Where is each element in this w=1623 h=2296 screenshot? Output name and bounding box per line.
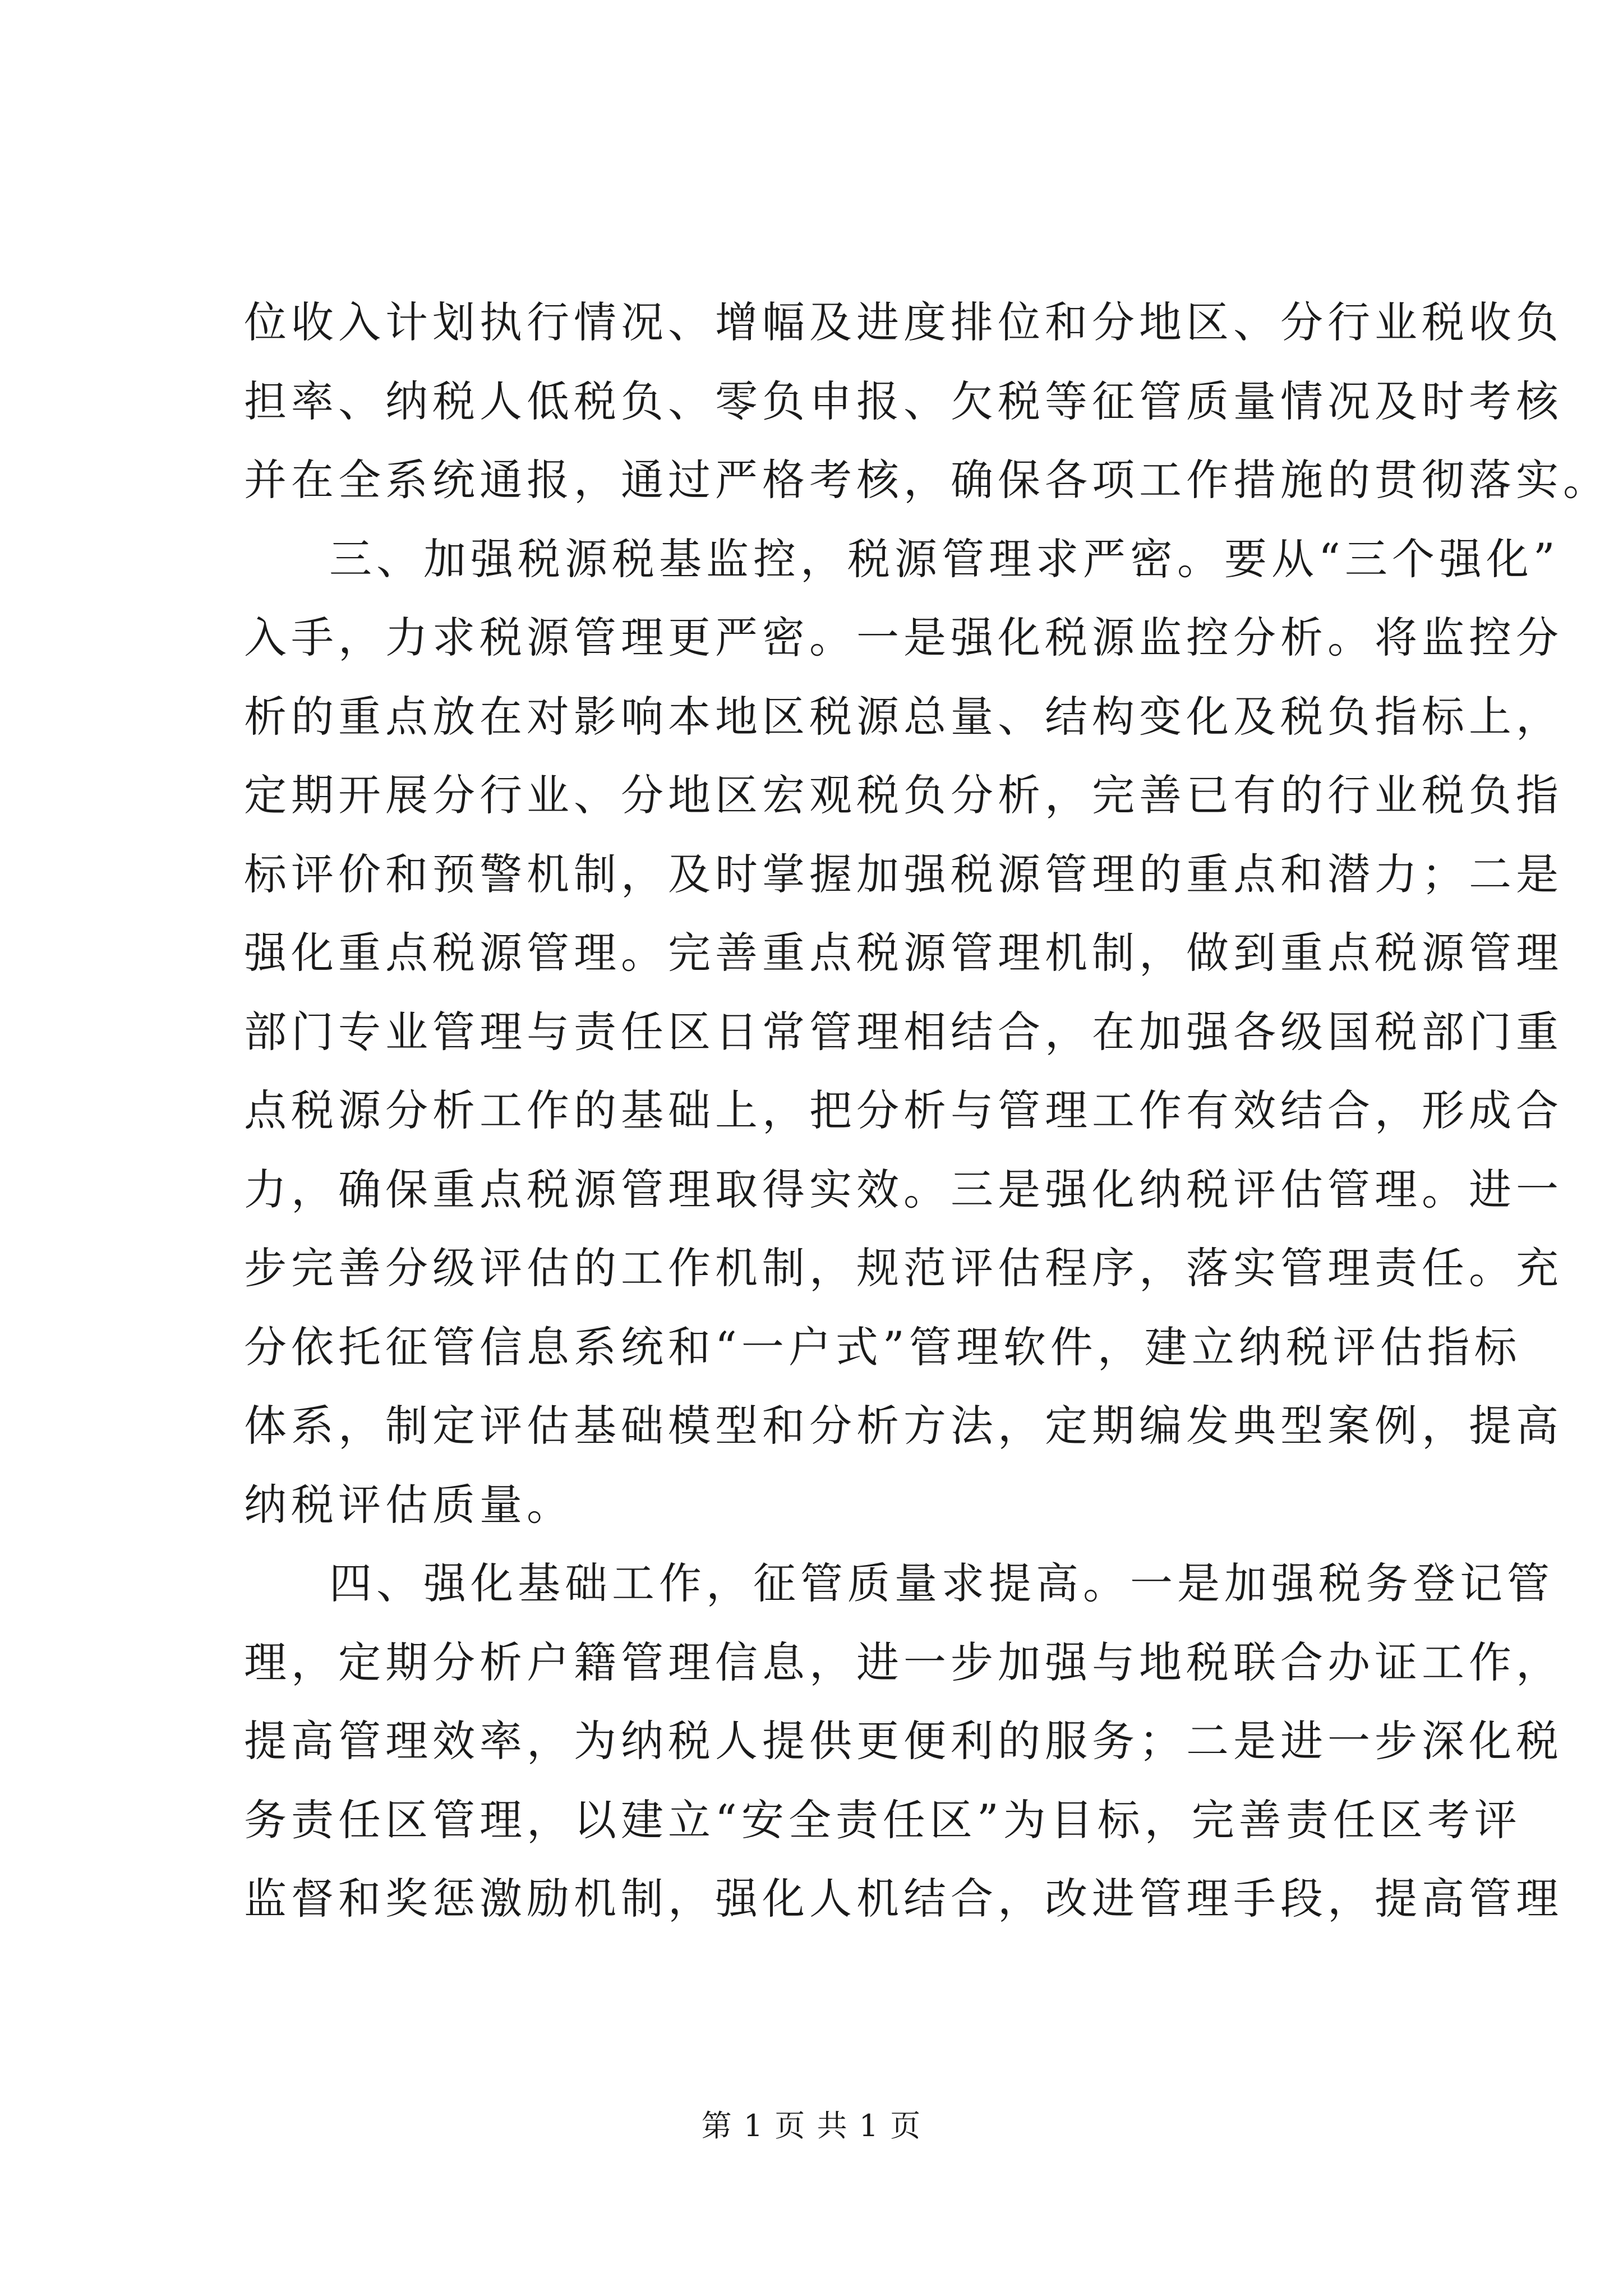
text-line: 步完善分级评估的工作机制，规范评估程序，落实管理责任。充 xyxy=(244,1243,1563,1293)
paragraph-end-line: 纳税评估质量。 xyxy=(244,1479,574,1530)
text-line: 定期开展分行业、分地区宏观税负分析，完善已有的行业税负指 xyxy=(244,770,1563,820)
text-line: 力，确保重点税源管理取得实效。三是强化纳税评估管理。进一 xyxy=(244,1164,1563,1214)
text-line: 位收入计划执行情况、增幅及进度排位和分地区、分行业税收负 xyxy=(244,297,1563,347)
document-body xyxy=(244,283,1610,1939)
text-line: 入手，力求税源管理更严密。一是强化税源监控分析。将监控分 xyxy=(244,613,1563,662)
text-line: 体系，制定评估基础模型和分析方法，定期编发典型案例，提高 xyxy=(244,1401,1563,1451)
page-number-footer: 第 1 页 共 1 页 xyxy=(701,2108,922,2143)
text-line: 强化重点税源管理。完善重点税源管理机制，做到重点税源管理 xyxy=(244,928,1563,978)
text-line: 务责任区管理，以建立“安全责任区”为目标，完善责任区考评 xyxy=(244,1795,1521,1845)
paragraph-start-line: 三、加强税源税基监控，税源管理求严密。要从“三个强化” xyxy=(329,533,1560,584)
text-line: 分依托征管信息系统和“一户式”管理软件，建立纳税评估指标 xyxy=(244,1322,1521,1372)
text-line: 标评价和预警机制，及时掌握加强税源管理的重点和潜力；二是 xyxy=(244,849,1563,899)
text-line: 监督和奖惩激励机制，强化人机结合，改进管理手段，提高管理 xyxy=(244,1874,1563,1924)
text-line: 并在全系统通报，通过严格考核，确保各项工作措施的贯彻落实。 xyxy=(244,455,1610,505)
text-line: 点税源分析工作的基础上，把分析与管理工作有效结合，形成合 xyxy=(244,1085,1563,1135)
text-line: 提高管理效率，为纳税人提供更便利的服务；二是进一步深化税 xyxy=(244,1716,1563,1766)
text-line: 部门专业管理与责任区日常管理相结合，在加强各级国税部门重 xyxy=(244,1006,1563,1057)
paragraph-start-line: 四、强化基础工作，征管质量求提高。一是加强税务登记管 xyxy=(329,1558,1554,1608)
text-line: 析的重点放在对影响本地区税源总量、结构变化及税负指标上， xyxy=(244,691,1563,742)
text-line: 担率、纳税人低税负、零负申报、欠税等征管质量情况及时考核 xyxy=(244,376,1563,426)
text-line: 理，定期分析户籍管理信息，进一步加强与地税联合办证工作， xyxy=(244,1637,1563,1687)
